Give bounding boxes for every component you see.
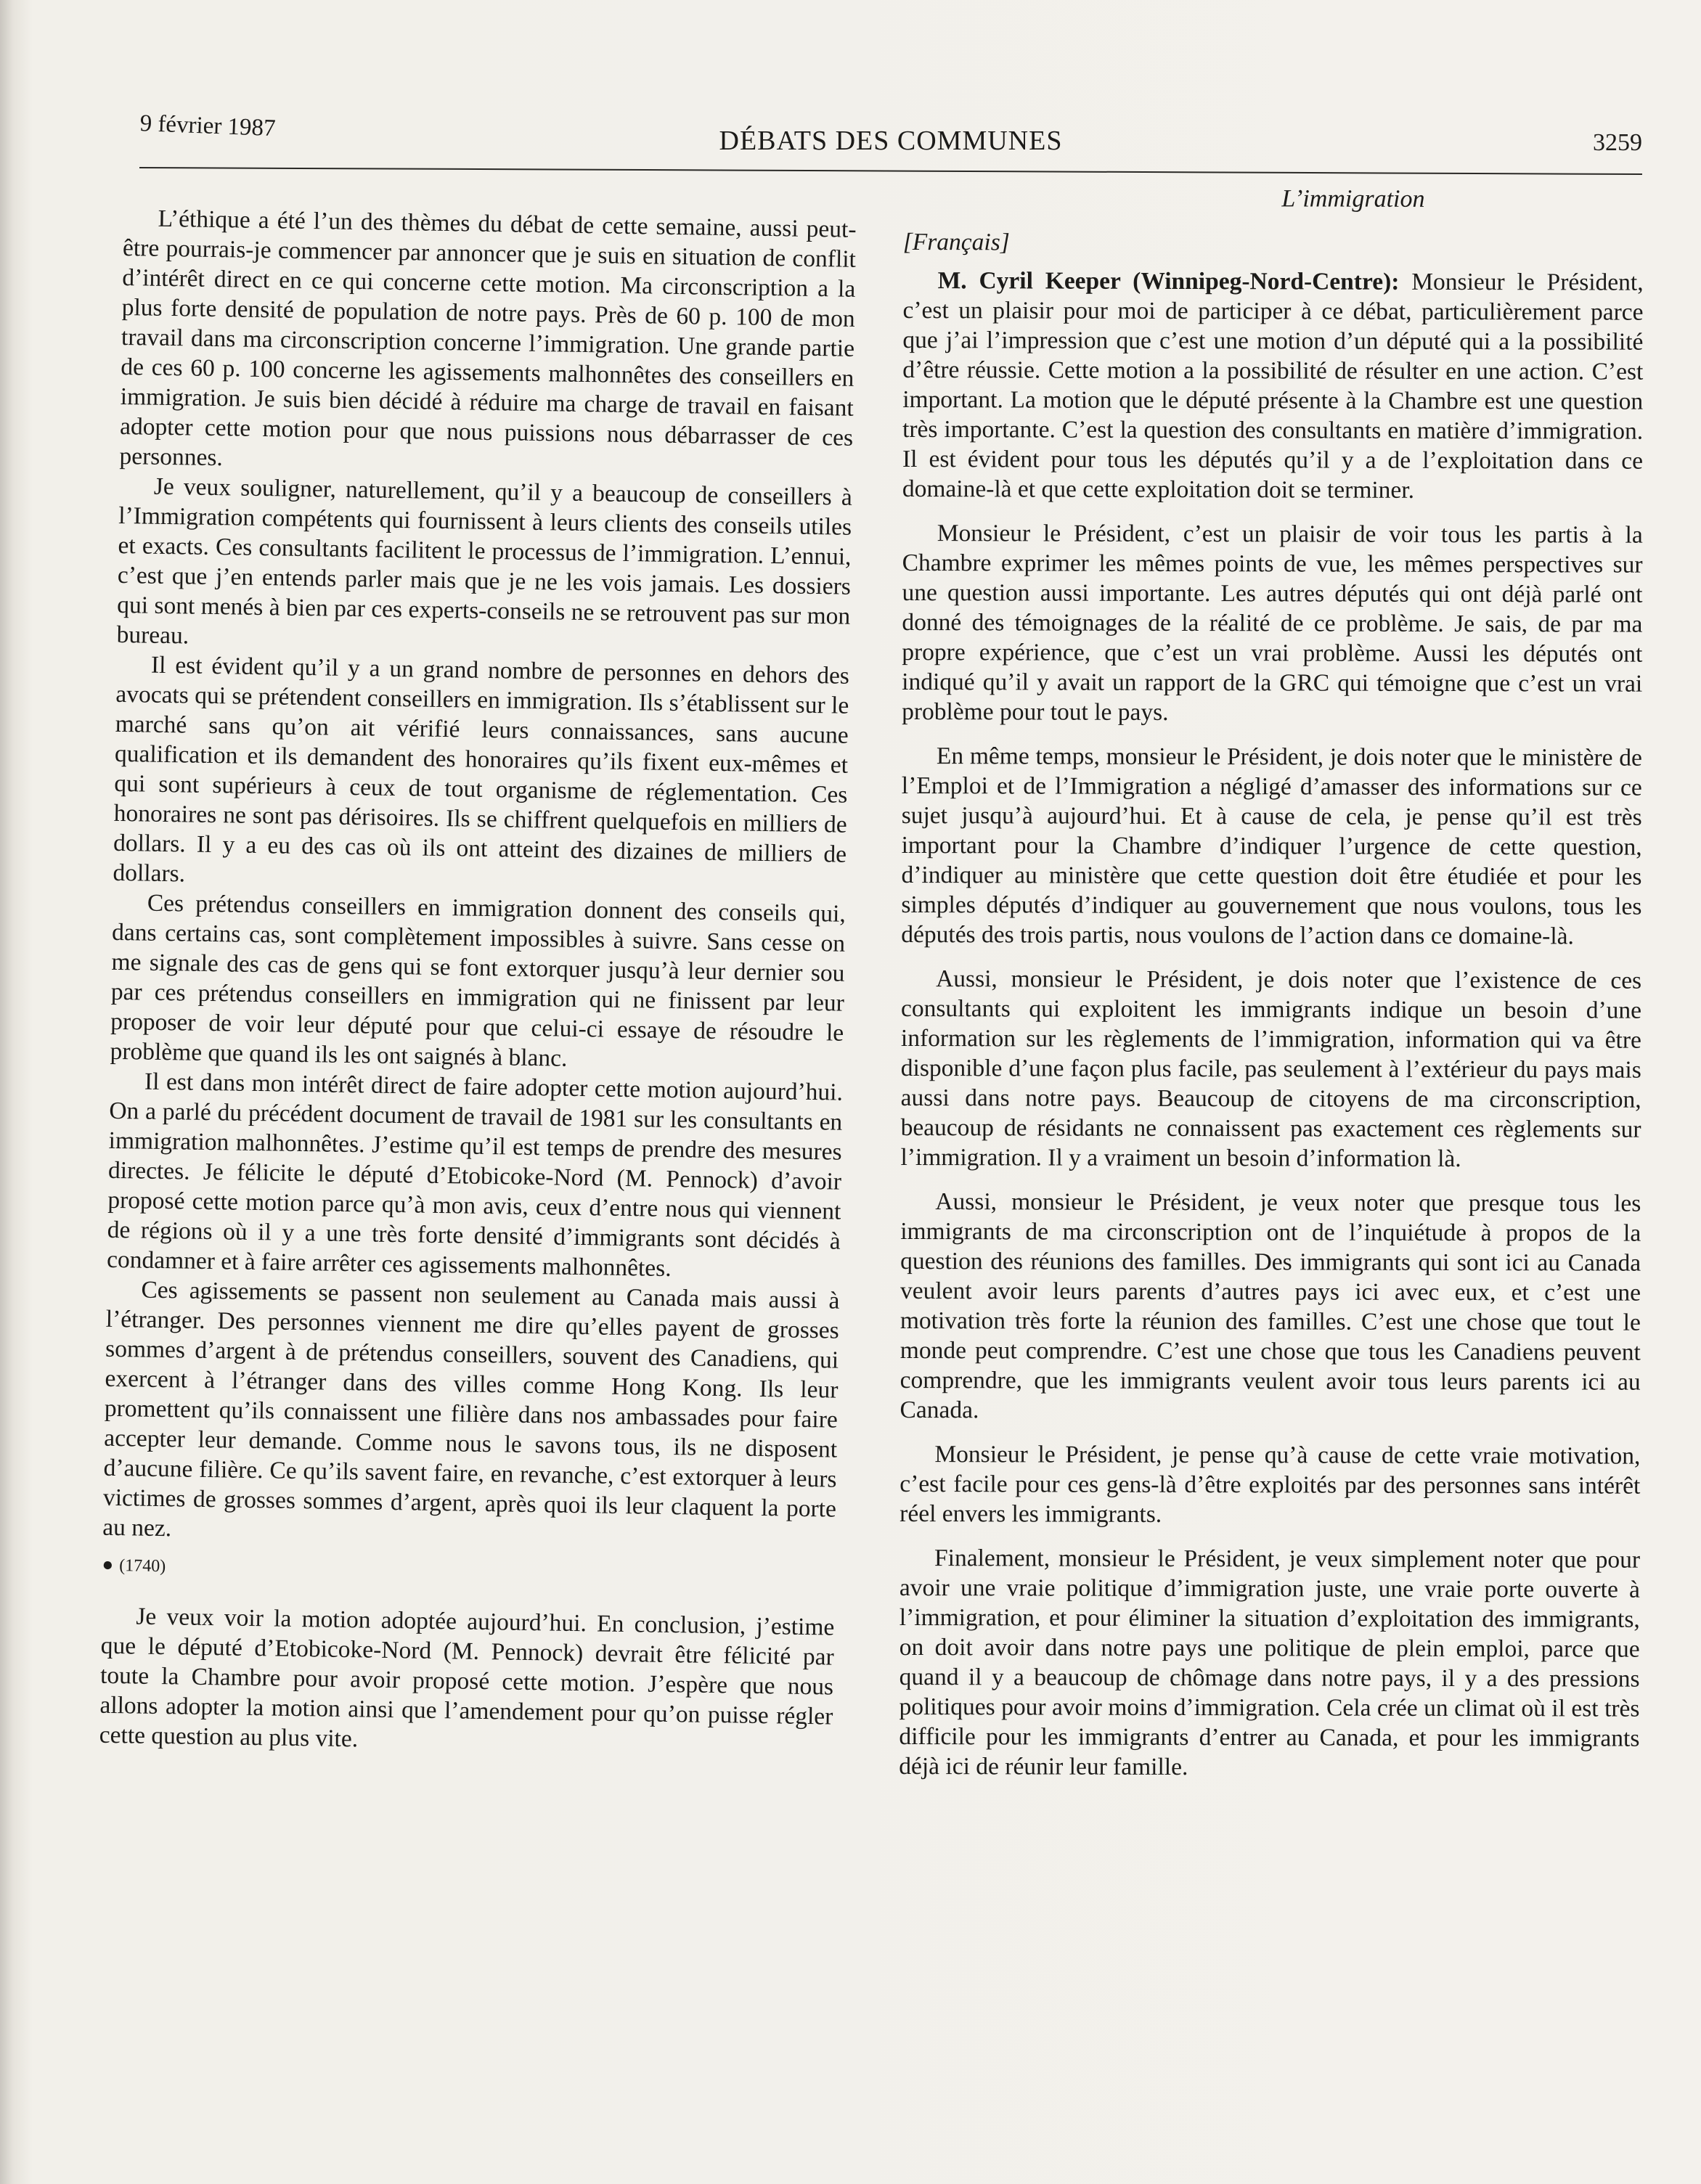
paragraph-text: Monsieur le Président, c’est un plaisir pour moi de participer à ce débat, particulièrement parce que j’ai l’impression que c’est une motion d’un député qui a la possibilité d’être réussie. Cette motion a la possibilité de résulter en une action. C’est important. La motion que le député présente à la Chambre est une question très importante. C’est la question des consultants en matière d’immigration. Il est évident pour tous les députés qu’il y a de l’exploitation dans ce domaine-là et que cette exploitation doit se terminer. (902, 268, 1644, 504)
paragraph: Monsieur le Président, c’est un plaisir de voir tous les partis à la Chambre exprimer les mêmes points de vue, les mêmes perspectives sur une question aussi importante. Les autres députés qui ont déjà parlé ont donné des témoignages de la réalité de ce problème. Je sais, de par ma propre expérience, que c’est un vrai problème. Aussi les députés ont indiqué qu’il y avait un rapport de la GRC qui témoigne que c’est un vrai problème pour tout le pays. (902, 520, 1643, 726)
bullet-icon: ● (102, 1553, 114, 1576)
paragraph: Monsieur le Président, je pense qu’à cause de cette vraie motivation, c’est facile pour ces gens-là d’être exploités par des personnes sans intérêt réel envers les immigrants. (900, 1441, 1641, 1528)
section-title: L’immigration (1281, 185, 1425, 213)
speaker-name: M. Cyril Keeper (Winnipeg-Nord-Centre): (937, 267, 1400, 295)
paragraph: Il est dans mon intérêt direct de faire adopter cette motion aujourd’hui. On a parlé du précédent document de travail de 1981 sur les consultants en immigration malhonnêtes. J’estime qu’il est temps de prendre des mesures directes. Je félicite le député d’Etobicoke-Nord (M. Pennock) d’avoir proposé cette motion parce qu’à mon avis, ceux d’entre nous qui viennent de régions où il y a une très forte densité d’immigrants sont décidés à condamner et à faire arrêter ces agissements malhonnêtes. (106, 1068, 844, 1283)
page-number: 3259 (1593, 129, 1642, 156)
right-column (898, 183, 1644, 2101)
paragraph: L’éthique a été l’un des thèmes du débat de cette semaine, aussi peut-être pourrais-je commencer par annoncer que je suis en situation de conflit d’intérêt direct en ce qui concerne cette motion. Ma circonscription a la plus forte densité de population de notre pays. Près de 60 p. 100 de mon travail dans ma circonscription concerne l’immigration. Une grande partie de ces 60 p. 100 concerne les agissements malhonnêtes des conseillers en immigration. Je suis bien décidé à réduire ma charge de travail en faisant adopter cette motion pour que nous puissions nous débarrasser de ces personnes. (119, 205, 857, 472)
paragraph: Ces prétendus conseillers en immigration donnent des conseils qui, dans certains cas, sont complètement impossibles à suivre. Sans cesse on me signale des cas de gens qui se font extorquer jusqu’à leur dernier sou par ces prétendus conseillers en immigration qui ne finissent par leur proposer de voir leur député pour que celui-ci essaye de résoudre le problème que quand ils les ont saignés à blanc. (110, 889, 847, 1072)
language-tag: [Français] (902, 228, 1010, 256)
header-rule (139, 167, 1642, 175)
time-marker (102, 1550, 836, 1592)
paragraph: En même temps, monsieur le Président, je dois noter que le ministère de l’Emploi et de l’Immigration a négligé d’amasser des informations sur ce sujet jusqu’à aujourd’hui. Et à cause de cela, je pense qu’il est très important pour la Chambre d’indiquer l’urgence de cette question, d’indiquer au ministère que cette question doit être étudiée et pour les simples députés d’indiquer au gouvernement que nous voulons, tous les députés des trois partis, nous voulons de l’action dans ce domaine-là. (901, 743, 1642, 950)
paragraph: Aussi, monsieur le Président, je veux noter que presque tous les immigrants de ma circonscription ont de l’inquiétude à propos de la question des réunions des familles. Des immigrants qui sont ici au Canada veulent avoir leurs parents d’autres pays ici avec eux, et c’est une motivation très forte la réunion des familles. C’est une chose que tout le monde peut comprendre. C’est une chose que tous les Canadiens peuvent comprendre, que les immigrants veulent avoir tous leurs parents ici au Canada. (900, 1188, 1641, 1424)
header-date: 9 février 1987 (139, 110, 277, 142)
paragraph: Il est évident qu’il y a un grand nombre de personnes en dehors des avocats qui se prétendent conseillers en immigration. Ils s’établissent sur le marché sans qu’on ait vérifié leurs connaissances, sans aucune qualification et ils demandent des honoraires qu’ils fixent eux-mêmes et qui sont supérieurs à ceux de tout organisme de réglementation. Ces honoraires ne sont pas dérisoires. Ils se chiffrent quelquefois en milliers de dollars. Il y a eu des cas où ils ont atteint des dizaines de milliers de dollars. (113, 651, 850, 888)
paragraph: Je veux voir la motion adoptée aujourd’hui. En conclusion, j’estime que le député d’Etobicoke-Nord (M. Pennock) devrait être félicité par toute la Chambre pour avoir proposé cette motion. J’espère que nous allons adopter la motion ainsi que l’amendement pour qu’on puisse régler cette question au plus vite. (99, 1603, 835, 1753)
paragraph: Finalement, monsieur le Président, je veux simplement noter que pour avoir une vraie politique d’immigration juste, une vraie porte ouverte à l’immigration, et pour éliminer la situation d’exploitation des immigrants, on doit avoir dans notre pays une politique de plein emploi, parce que quand il y a beaucoup de chômage dans notre pays, il y a des pressions politiques pour avoir moins d’immigration. Cela crée un climat où il est très difficile pour les immigrants d’entrer au Canada, et pour les immigrants déjà ici de réunir leur famille. (899, 1545, 1641, 1781)
time-marker-text: (1740) (119, 1556, 166, 1576)
paragraph: Je veux souligner, naturellement, qu’il y a beaucoup de conseillers à l’Immigration compétents qui fournissent à leurs clients des conseils utiles et exacts. Ces consultants facilitent le processus de l’immigration. L’ennui, c’est que j’en entends parler mais que je ne les vois jamais. Les dossiers qui sont menés à bien par ces experts-conseils ne se retrouvent pas sur mon bureau. (116, 473, 853, 650)
header-title: DÉBATS DES COMMUNES (719, 126, 1063, 156)
speaker-paragraph (902, 266, 1644, 506)
left-column (94, 203, 857, 2073)
paragraph: Ces agissements se passent non seulement au Canada mais aussi à l’étranger. Des personnes viennent me dire qu’elles payent de grosses sommes d’argent à de prétendus conseillers, souvent des Canadiens, qui exercent à l’étranger dans des villes comme Hong Kong. Ils leur promettent qu’ils connaissent une filière dans nos ambassades pour faire accepter leur demande. Comme nous le savons tous, ils ne disposent d’aucune filière. Ce qu’ils savent faire, en revanche, c’est extorquer à leurs victimes de grosses sommes d’argent, après quoi ils leur claquent la porte au nez. (102, 1276, 840, 1542)
page-header (139, 102, 1642, 167)
paragraph: Aussi, monsieur le Président, je dois noter que l’existence de ces consultants qui exploitent les immigrants indique un besoin d’une information sur les règlements de l’immigration, information qui va être disponible d’une façon plus facile, pas seulement à l’extérieur du pays mais aussi dans notre pays. Beaucoup de citoyens de ma circonscription, beaucoup de résidants ne connaissent pas exactement ces règlements sur l’immigration. Il y a vraiment un besoin d’information là. (900, 965, 1642, 1173)
